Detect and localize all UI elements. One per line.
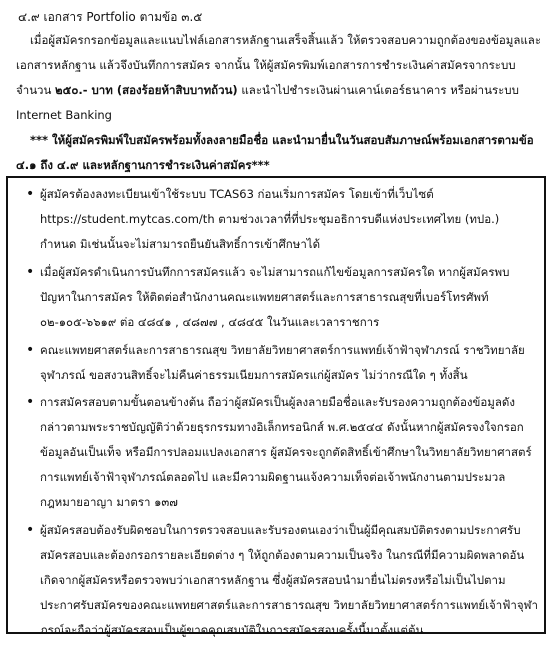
bullet-icon: • [26,186,35,202]
condition-text-5: ผู้สมัครสอบต้องรับผิดชอบในการตรวจสอบและรับรองตนเองว่าเป็นผู้มีคุณสมบัติตรงตามประกาศรับสมัครสอบและต้องกรอกรายละเอียดต่าง ๆ ให้ถูกต้องตามความเป็นจริง ในกรณีที่มีความผิดพลาดอันเกิดจากผู้สมัครหรือตรวจพบว่าเอกสารหลักฐาน ซึ่งผู้สมัครสอบนำมายื่นไม่ตรงหรือไม่เป็นไปตามประกาศรับสมัครของคณะแพทยศาสตร์และการสาธารณสุข วิทยาลัยวิทยาศาสตร์การแพทย์เจ้าฟ้าจุฬาภรณ์จะถือว่าผู้สมัครสอบเป็นผู้ขาดคุณสมบัติในการสมัครสอบครั้งนี้มาตั้งแต่ต้น [40,523,538,637]
bullet-icon: • [26,264,35,280]
condition-text-4: การสมัครสอบตามขั้นตอนข้างต้น ถือว่าผู้สมัครเป็นผู้ลงลายมือชื่อและรับรองความถูกต้องข้อมูลดังกล่าวตามพระราชบัญญัติว่าด้วยธุรกรรมทางอิเล็กทรอนิกส์ พ.ศ.๒๕๔๔ ดังนั้นหากผู้สมัครจงใจกรอกข้อมูลอันเป็นเท็จ หรือมีการปลอมแปลงเอกสาร ผู้สมัครจะถูกตัดสิทธิ์เข้าศึกษาในวิทยาลัยวิทยาศาสตร์การแพทย์เจ้าฟ้าจุฬาภรณ์ตลอดไป และมีความผิดฐานแจ้งความเท็จต่อเจ้าพนักงานตามประมวลกฎหมายอาญา มาตรา ๑๓๗ [40,395,532,509]
bullet-icon: • [26,522,35,538]
condition-item-2 [18,260,538,335]
condition-item-5 [18,518,538,643]
important-note [16,128,546,178]
bullet-icon: • [26,394,35,410]
condition-item-4 [18,390,538,515]
condition-item-3 [18,338,538,388]
intro-text-part1: เมื่อผู้สมัครกรอกข้อมูลและแนบไฟล์เอกสารหลักฐานเสร็จสิ้นแล้ว ให้ตรวจสอบความถูกต้องของข้อมูลและเอกสารหลักฐาน แล้วจึงบันทึกการสมัคร จากนั้น ให้ผู้สมัครพิมพ์เอกสารการชำระเงินค่าสมัครจากระบบจำนวน [16,33,542,97]
condition-text-3: คณะแพทยศาสตร์และการสาธารณสุข วิทยาลัยวิทยาศาสตร์การแพทย์เจ้าฟ้าจุฬาภรณ์ ราชวิทยาลัยจุฬาภรณ์ ขอสงวนสิทธิ์จะไม่คืนค่าธรรมเนียมการสมัครแก่ผู้สมัคร ไม่ว่ากรณีใด ๆ ทั้งสิ้น [40,343,525,382]
section-heading: ๔.๙ เอกสาร Portfolio ตามข้อ ๓.๕ [18,10,203,24]
condition-text-1: ผู้สมัครต้องลงทะเบียนเข้าใช้ระบบ TCAS63 ก่อนเริ่มการสมัคร โดยเข้าที่เว็บไซต์ https://student.mytcas.com/th ตามช่วงเวลาที่ที่ประชุมอธิการบดีแห่งประเทศไทย (ทปอ.) กำหนด มิเช่นนั้นจะไม่สามารถยืนยันสิทธิ์การเข้าศึกษาได้ [40,187,500,251]
bullet-icon: • [26,342,35,358]
condition-item-1 [18,182,538,257]
important-note-text: *** ให้ผู้สมัครพิมพ์ใบสมัครพร้อมทั้งลงลายมือชื่อ และนำมายื่นในวันสอบสัมภาษณ์พร้อมเอกสารตามข้อ ๔.๑ ถึง ๔.๙ และหลักฐานการชำระเงินค่าสมัคร*** [16,133,534,172]
condition-text-2: เมื่อผู้สมัครดำเนินการบันทึกการสมัครแล้ว จะไม่สามารถแก้ไขข้อมูลการสมัครใด หากผู้สมัครพบปัญหาในการสมัคร ให้ติดต่อสำนักงานคณะแพทยศาสตร์และการสาธารณสุขที่เบอร์โทรศัพท์ ๐๒-๑๐๕-๖๖๑๙ ต่อ ๔๘๔๑ , ๔๘๗๗ , ๔๘๔๕ ในวันและเวลาราชการ [40,265,510,329]
intro-text-part2: และนำไปชำระเงินผ่านเคาน์เตอร์ธนาคาร หรือผ่านระบบ Internet Banking [16,83,519,122]
application-fee-amount: ๒๕๐.- บาท (สองร้อยห้าสิบบาทถ้วน) [55,83,238,97]
intro-paragraph [16,28,546,128]
conditions-box [6,176,546,637]
